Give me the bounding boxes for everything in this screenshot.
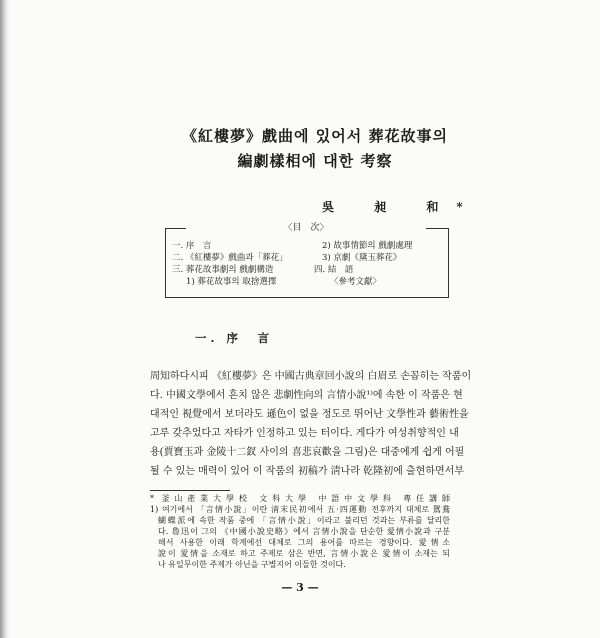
footnote-line: 說이 愛情을 소재로 하고 주제로 삼은 반면, 言情小說은 愛情이 소재는 되	[158, 549, 450, 558]
footnote-line: 나 유일무이한 주제가 아닌을 구별지어 이들한 것이다.	[158, 560, 346, 569]
body-text-line: 周知하다시피 《紅樓夢》은 中國古典章回小說의 白眉로 손꼽히는 작품이	[150, 371, 472, 382]
body-text-line: 다. 中國文學에서 흔치 않은 悲劇性向의 言情小說¹⁾에 속한 이 작품은 현	[150, 390, 463, 401]
page-number: — 3 —	[281, 581, 319, 594]
footnote-line: 해서 사용한 이래 학계에선 대체로 그의 용어를 따르는 경향이다. 愛情소	[158, 538, 450, 547]
body-text-line: 고루 갖추었다고 자타가 인정하고 있는 터이다. 게다가 여성취향적인 내	[150, 428, 459, 439]
toc-item-left-3: 三. 葬花故事劇의 戲劇構造	[172, 265, 274, 275]
toc-item-right-2: 3) 京劇《黛玉葬花》	[322, 253, 402, 263]
footnote-line: 다. 魯迅이 그의 《中國小說史略》에서 言情小說을 단순한 愛情小說과 구분	[158, 527, 450, 536]
toc-item-right-3: 四. 結 語	[314, 265, 354, 275]
toc-heading-label: 〈目 次〉	[283, 223, 329, 233]
author-name: 吳 昶 和*	[322, 200, 481, 214]
body-text-line: 될 수 있는 매력이 있어 이 작품의 初稿가 淸나라 乾隆初에 출현하면서부	[150, 466, 464, 477]
toc-heading	[186, 222, 426, 234]
body-text-line: 대적인 視覺에서 보더라도 遜色이 없을 정도로 뛰어난 文學性과 藝術性을	[150, 409, 469, 420]
toc-item-left-1: 一. 序 言	[172, 241, 212, 251]
section-heading: 一. 序 言	[195, 331, 274, 345]
toc-item-left-4: 1) 葬花故事의 取捨選擇	[186, 277, 277, 287]
footnote-affiliation: * 釜山產業大學校 文科大學 中語中文學科 專任講師	[150, 494, 450, 503]
paper-title-line-1: 《紅樓夢》戲曲에 있어서 葬花故事의	[182, 127, 448, 145]
toc-item-left-2: 二. 《紅樓夢》戲曲과「葬花」	[172, 253, 288, 263]
footnote-line: 蝴蝶派에 속한 작품 중에 「言情小說」이라고 불리던 것과는 부류를 달리한	[158, 516, 450, 525]
footnote-divider	[150, 490, 230, 491]
scan-edge-shadow	[0, 0, 10, 638]
toc-item-right-1: 2) 故事情節의 戲劇處理	[322, 241, 413, 251]
toc-item-right-4: 〈參考文獻〉	[330, 277, 382, 287]
body-text-line: 용(賈寶玉과 金陵十二釵 사이의 喜悲哀歡을 그림)은 대중에게 쉽게 어필	[150, 447, 465, 458]
paper-title-line-2: 編劇樣相에 대한 考察	[237, 152, 393, 170]
footnote-line: 1) 여기에서 「言情小說」이란 淸末民初에서 五·四運動 전후까지 대체로 鴛鴦	[150, 505, 450, 514]
